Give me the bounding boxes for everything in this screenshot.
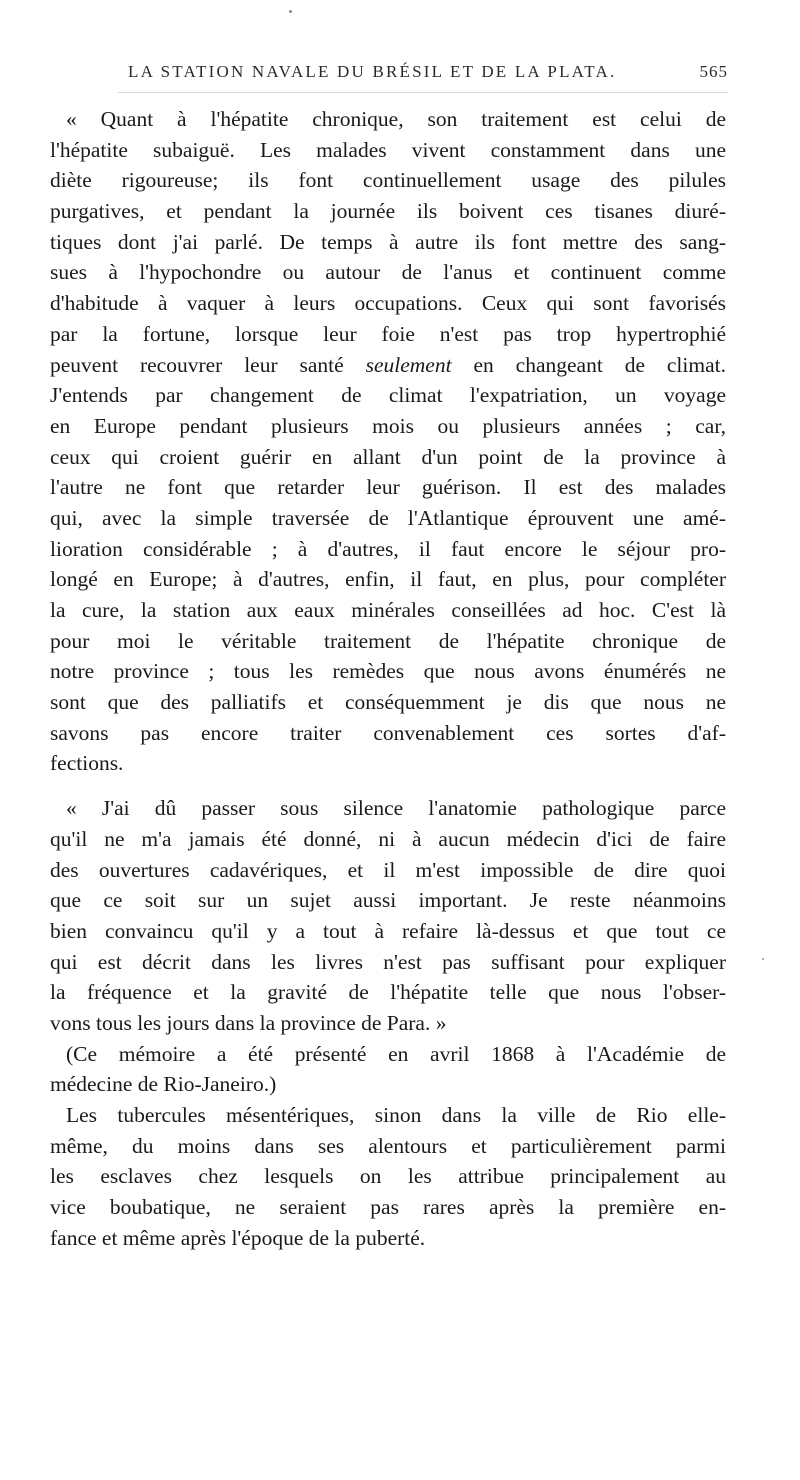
text-line: « J'ai dû passer sous silence l'anatomie pathologique parce (66, 796, 726, 821)
text-line: qu'il ne m'a jamais été donné, ni à aucun médecin d'ici de faire (50, 826, 726, 851)
text-line: médecine de Rio-Janeiro.) (50, 1072, 277, 1097)
text-line: que ce soit sur un sujet aussi important. Je reste néanmoins (50, 888, 726, 913)
text-line: savons pas encore traiter convenablement ces sortes d'af- (50, 720, 726, 745)
text-line: même, du moins dans ses alentours et particulièrement parmi (50, 1133, 726, 1158)
text-line: diète rigoureuse; ils font continuellement usage des pilules (50, 168, 726, 193)
paragraph-gap (50, 779, 726, 793)
paragraph-pathologic-anatomy (50, 793, 726, 1039)
running-title: LA STATION NAVALE DU BRÉSIL ET DE LA PLATA. (128, 62, 617, 81)
page-header (118, 62, 728, 88)
text-line: pour moi le véritable traitement de l'hépatite chronique de (50, 628, 726, 653)
text-line: Les tubercules mésentériques, sinon dans la ville de Rio elle- (66, 1103, 726, 1127)
scan-speck (762, 958, 764, 960)
text-line: sont que des palliatifs et conséquemment je dis que nous ne (50, 690, 726, 715)
text-line: qui, avec la simple traversée de l'Atlantique éprouvent une amé- (50, 505, 726, 530)
text-line: fance et même après l'époque de la puberté. (50, 1225, 426, 1250)
paragraph-mesenteric-tubercles (50, 1100, 726, 1253)
text-line: vons tous les jours dans la province de Para. » (50, 1010, 447, 1035)
text-line: J'entends par changement de climat l'expatriation, un voyage (50, 383, 726, 408)
text-line: bien convaincu qu'il y a tout à refaire là-dessus et que tout ce (50, 918, 726, 943)
body-text (50, 104, 726, 1253)
text-line: longé en Europe; à d'autres, enfin, il faut, en plus, pour compléter (50, 567, 726, 592)
text-line: l'autre ne font que retarder leur guérison. Il est des malades (50, 475, 726, 500)
text-line: l'hépatite subaiguë. Les malades vivent constamment dans une (50, 137, 726, 162)
text-line: lioration considérable ; à d'autres, il faut encore le séjour pro- (50, 536, 726, 561)
text-line: peuvent recouvrer leur santé seulement en changeant de climat. (50, 352, 726, 377)
page-number: 565 (699, 62, 728, 81)
text-line: « Quant à l'hépatite chronique, son traitement est celui de (66, 107, 726, 131)
scan-speck (289, 10, 292, 13)
text-line: (Ce mémoire a été présenté en avril 1868 à l'Académie de (66, 1041, 726, 1066)
paragraph-hepatite-treatment (50, 104, 726, 779)
text-line: les esclaves chez lesquels on les attribue principalement au (50, 1164, 726, 1189)
text-line: la fréquence et la gravité de l'hépatite telle que nous l'obser- (50, 980, 726, 1005)
paragraph-memoir-note (50, 1039, 726, 1100)
text-line: fections. (50, 751, 124, 776)
emphasis: seulement (365, 352, 452, 377)
text-line: ceux qui croient guérir en allant d'un point de la province à (50, 444, 726, 469)
text-line: des ouvertures cadavériques, et il m'est impossible de dire quoi (50, 857, 726, 882)
text-line: purgatives, et pendant la journée ils boivent ces tisanes diuré- (50, 199, 726, 224)
text-line: tiques dont j'ai parlé. De temps à autre ils font mettre des sang- (50, 229, 726, 254)
text-line: la cure, la station aux eaux minérales conseillées ad hoc. C'est là (50, 598, 726, 622)
text-line: d'habitude à vaquer à leurs occupations. Ceux qui sont favorisés (50, 291, 726, 316)
header-rule (118, 92, 728, 93)
text-line: qui est décrit dans les livres n'est pas suffisant pour expliquer (50, 949, 726, 974)
text-line: vice boubatique, ne seraient pas rares après la première en- (50, 1195, 726, 1220)
text-line: en Europe pendant plusieurs mois ou plusieurs années ; car, (50, 413, 726, 438)
text-line: par la fortune, lorsque leur foie n'est pas trop hypertrophié (50, 321, 726, 346)
text-line: notre province ; tous les remèdes que nous avons énumérés ne (50, 659, 726, 684)
text-line: sues à l'hypochondre ou autour de l'anus et continuent comme (50, 260, 726, 285)
